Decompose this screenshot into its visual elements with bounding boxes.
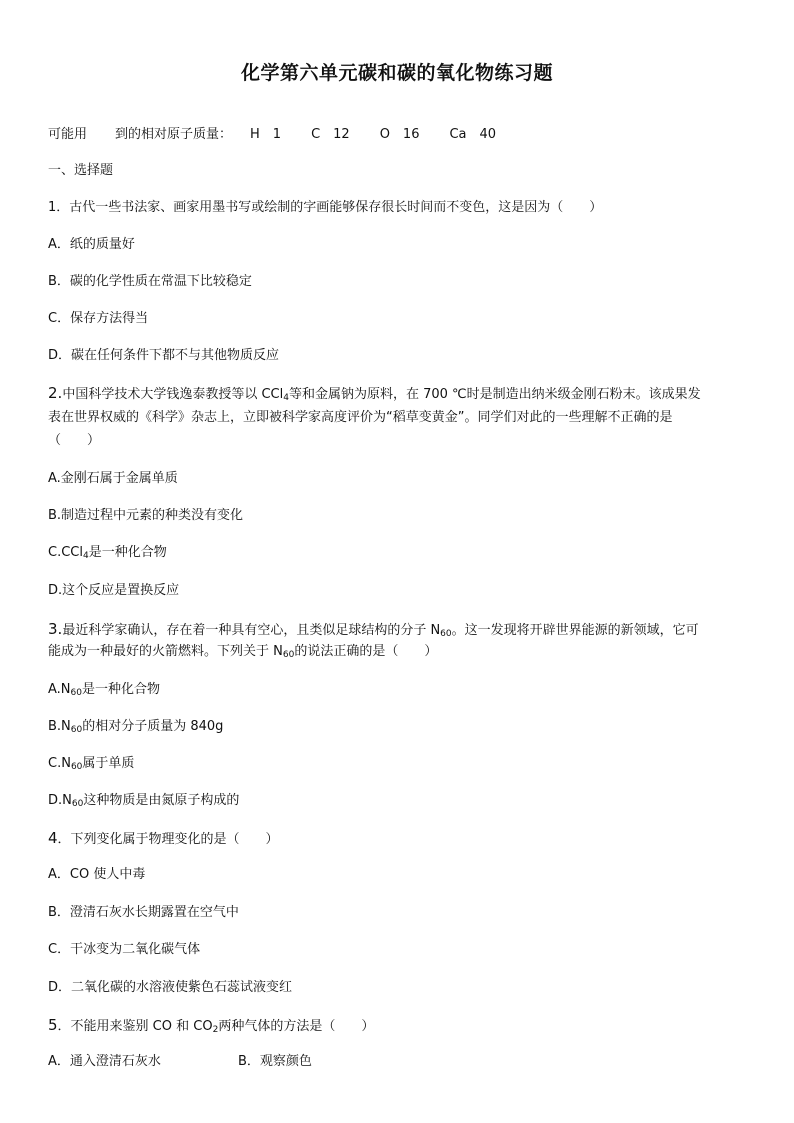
q4-option-b: B．澄清石灰水长期露置在空气中 (48, 905, 239, 920)
q4-stem-text: ．下列变化属于物理变化的是（ ） (57, 832, 279, 847)
q3-option-c-pre: C.N (48, 756, 71, 771)
q3-option-a-post: 是一种化合物 (81, 682, 160, 697)
q3-option-a-pre: A.N (48, 682, 71, 697)
q3-option-a-sub: 60 (70, 688, 82, 698)
atomic-mass-o: O 16 (379, 127, 420, 142)
q2-stem-line3: （ ） (48, 433, 101, 448)
atomic-mass-c: C 12 (311, 127, 350, 142)
q1-option-c: C．保存方法得当 (48, 311, 149, 326)
q2-option-d: D.这个反应是置换反应 (48, 583, 180, 598)
q3-option-d-pre: D.N (48, 793, 72, 808)
q2-stem-line2: 表在世界权威的《科学》杂志上，立即被科学家高度评价为“稻草变黄金”。同学们对此的一些理解不正确的是 (48, 410, 673, 425)
q3-option-d-sub: 60 (71, 799, 84, 809)
q3-option-a (48, 679, 748, 704)
q5-subscript: 2 (212, 1025, 219, 1035)
atomic-mass-line (48, 124, 748, 146)
q3-option-c-post: 属于单质 (82, 756, 135, 771)
q5-options-row (48, 1051, 748, 1073)
q2-number: 2. (48, 384, 63, 402)
q3-option-d-post: 这种物质是由氮原子构成的 (83, 793, 240, 808)
q3-option-b-pre: B.N (48, 719, 71, 734)
q2-option-c-sub: 4 (82, 551, 89, 561)
q3-stem-part3: 能成为一种最好的火箭燃料。下列关于 N (48, 644, 283, 659)
q4-number: 4 (48, 829, 58, 847)
q2-option-c (48, 542, 748, 567)
q1-option-a: A．纸的质量好 (48, 237, 135, 252)
q2-option-c-pre: C.CCl (48, 545, 83, 560)
q4-option-c: C．干冰变为二氧化碳气体 (48, 942, 201, 957)
q4-stem (48, 827, 748, 851)
q3-subscript-2: 60 (282, 650, 295, 660)
q2-stem-part2: 等和金属钠为原料，在 700 ℃时是制造出纳米级金刚石粉末。该成果发 (288, 387, 701, 402)
atomic-mass-label-a: 可能用 (48, 127, 88, 142)
q1-option-d: D．碳在任何条件下都不与其他物质反应 (48, 348, 280, 363)
q3-option-b (48, 716, 748, 741)
q2-stem-part1: 中国科学技术大学钱逸泰教授等以 CCl (62, 387, 284, 402)
q3-option-c (48, 753, 748, 778)
q5-stem-part1: ．不能用来鉴别 CO 和 CO (57, 1019, 213, 1034)
q5-number: 5 (48, 1016, 58, 1034)
q1-stem: 1．古代一些书法家、画家用墨书写或绘制的字画能够保存很长时间而不变色，这是因为（ ） (48, 200, 603, 215)
q3-subscript-1: 60 (440, 629, 452, 639)
q2-stem-line1 (48, 382, 748, 409)
q3-option-c-sub: 60 (70, 762, 83, 772)
q3-option-b-post: 的相对分子质量为 840g (82, 719, 224, 734)
q4-option-a: A．CO 使人中毒 (48, 867, 146, 882)
atomic-mass-h: H 1 (250, 127, 282, 142)
q1-option-b: B．碳的化学性质在常温下比较稳定 (48, 274, 252, 289)
q3-stem-part4: 的说法正确的是（ ） (294, 644, 438, 659)
q3-stem-line2 (48, 641, 748, 666)
q5-stem (48, 1014, 748, 1041)
q5-option-b: B．观察颜色 (238, 1054, 312, 1069)
section-heading: 一、选择题 (48, 163, 114, 178)
q3-option-b-sub: 60 (70, 725, 83, 735)
q3-option-d (48, 790, 748, 815)
q2-option-c-post: 是一种化合物 (88, 545, 167, 560)
q3-number: 3. (48, 620, 63, 638)
page-title: 化学第六单元碳和碳的氧化物练习题 (240, 62, 553, 84)
q2-subscript: 4 (283, 393, 289, 403)
q3-stem-part2: 。这一发现将开辟世界能源的新领域，它可 (451, 623, 699, 638)
q2-option-b: B.制造过程中元素的种类没有变化 (48, 508, 244, 523)
atomic-mass-ca: Ca 40 (449, 127, 497, 142)
q3-stem-part1: 最近科学家确认，存在着一种具有空心，且类似足球结构的分子 N (62, 623, 441, 638)
q5-stem-part2: 两种气体的方法是（ ） (218, 1019, 375, 1034)
q2-option-a: A.金刚石属于金属单质 (48, 471, 178, 486)
atomic-mass-label-b: 到的相对原子质量： (115, 127, 233, 142)
q4-option-d: D．二氧化碳的水溶液使紫色石蕊试液变红 (48, 980, 293, 995)
q5-option-a: A．通入澄清石灰水 (48, 1054, 161, 1069)
